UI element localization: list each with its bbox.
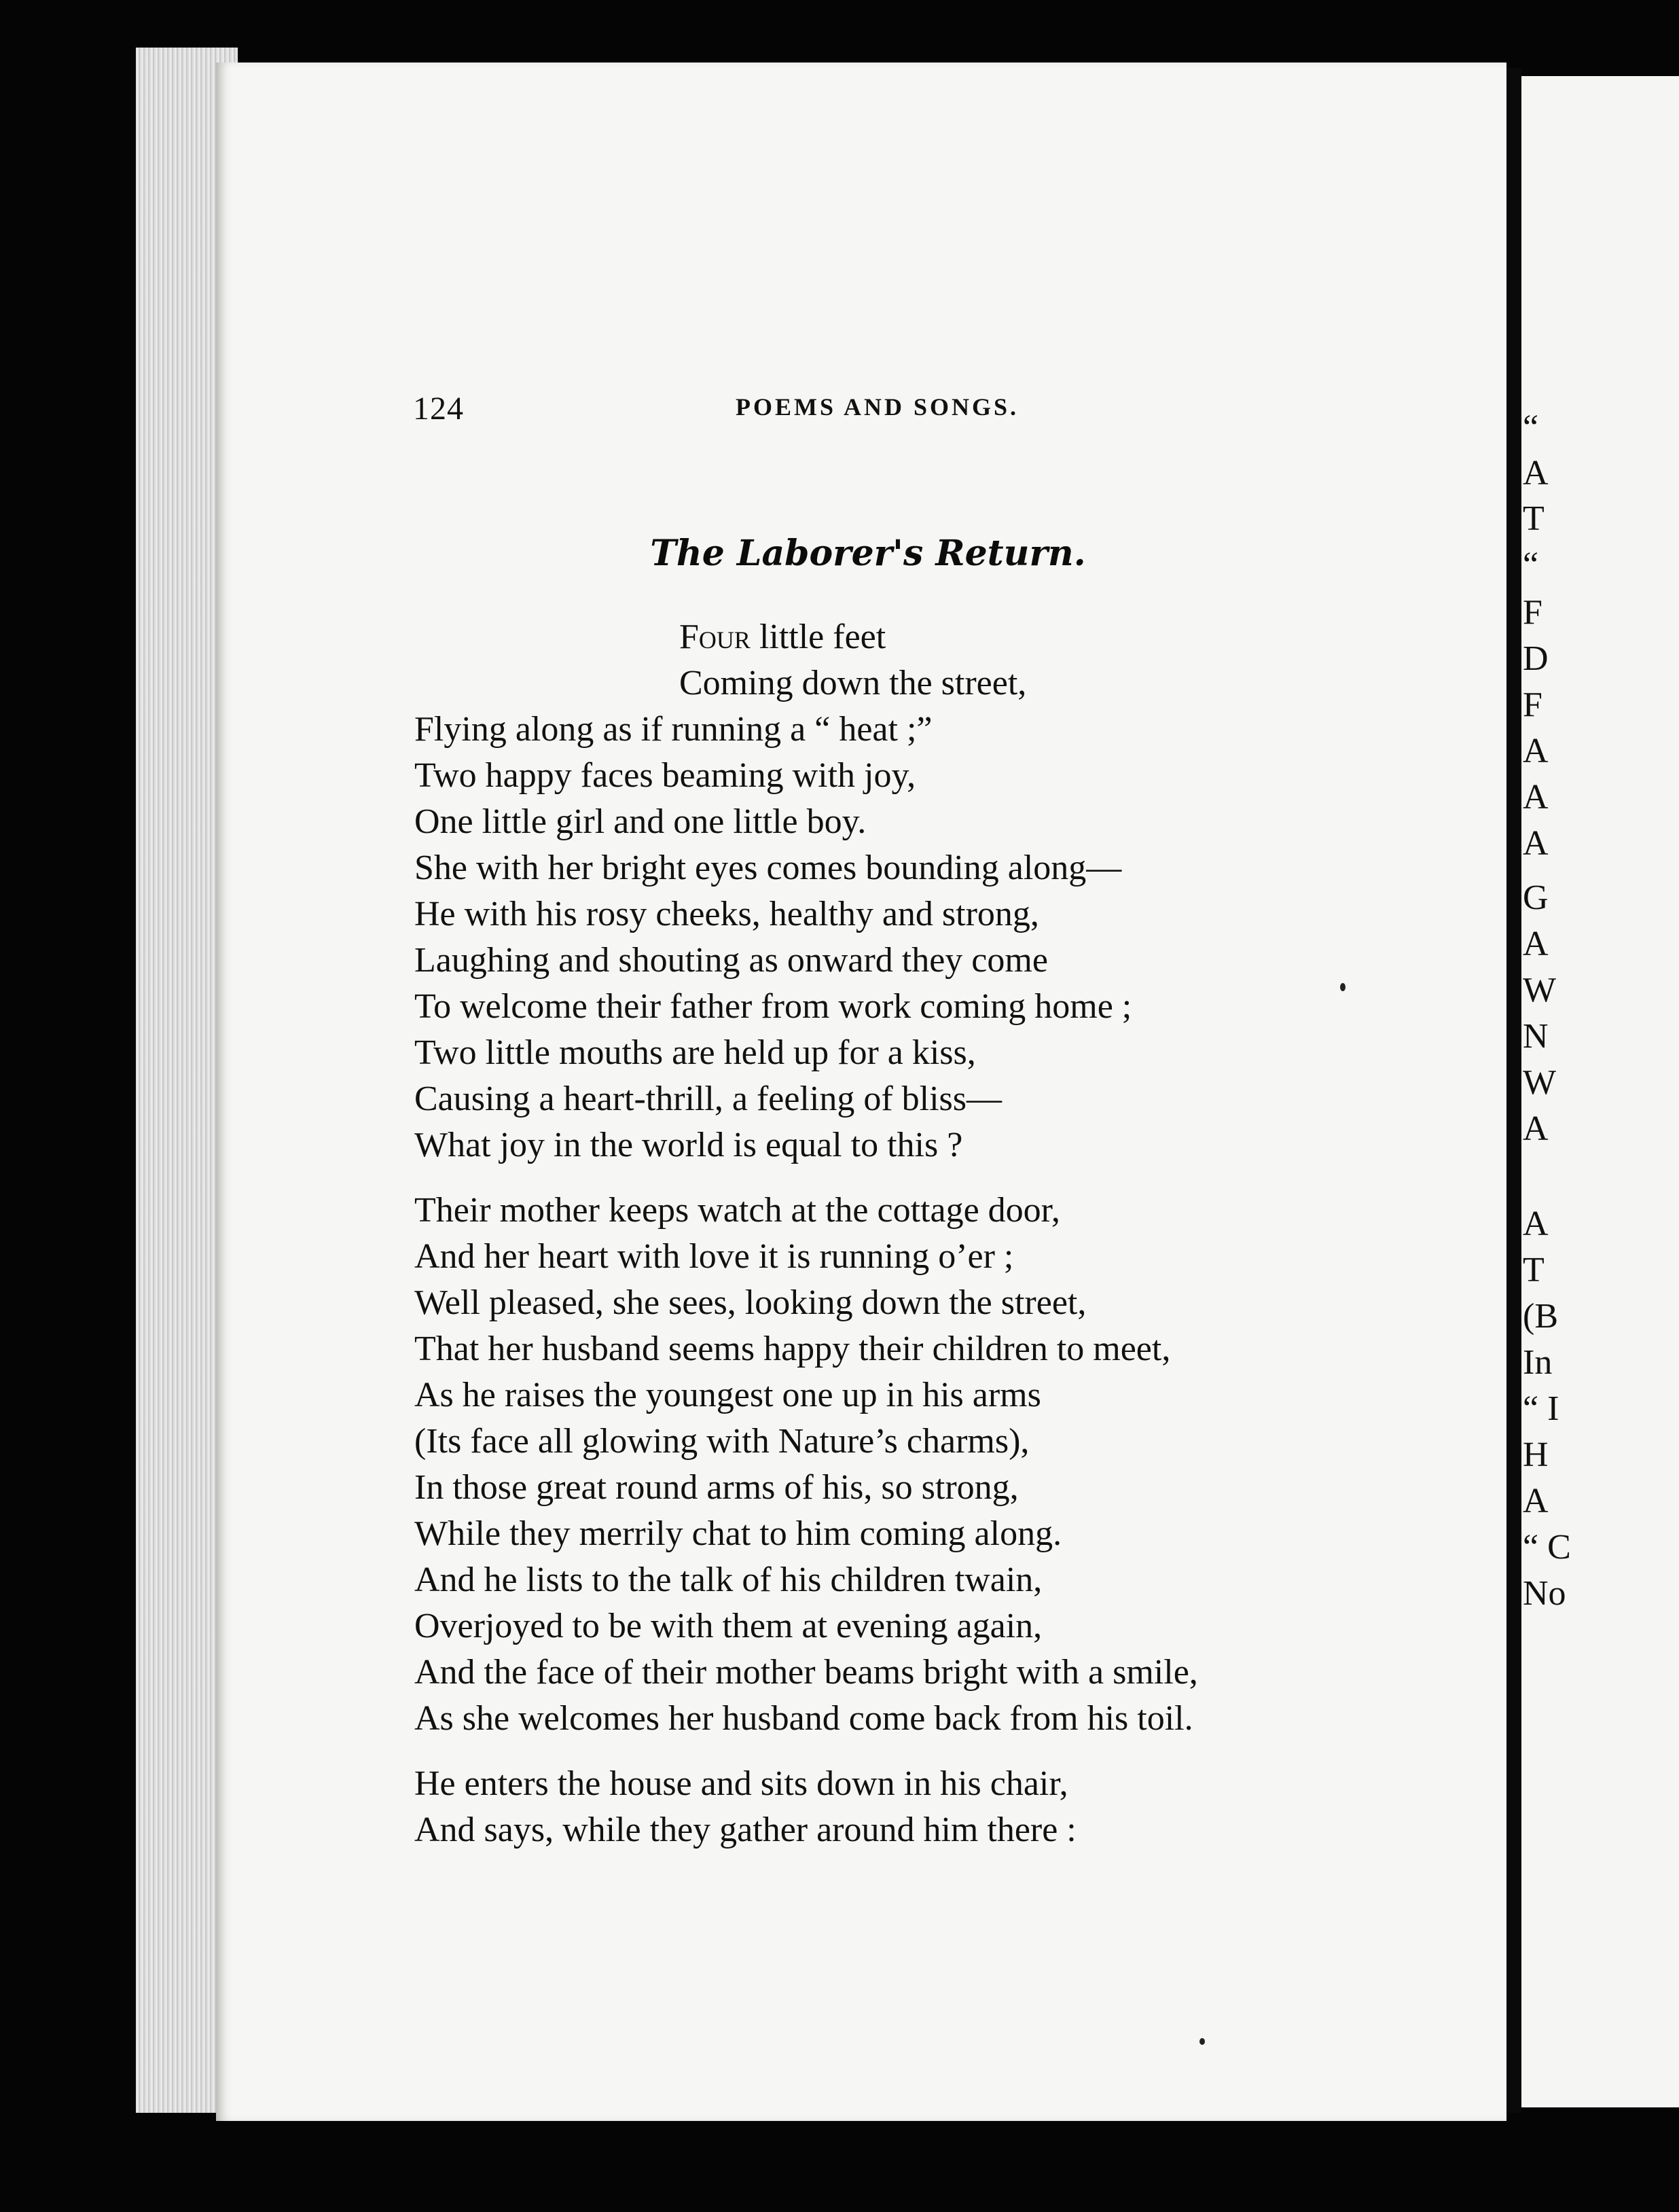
poem-line-text: Their mother keeps watch at the cottage door, [414, 1191, 1060, 1230]
stanza [414, 614, 1433, 1169]
facing-page-letter: D [1523, 639, 1549, 678]
stanza [414, 1188, 1433, 1742]
facing-page-letter: A [1523, 732, 1549, 770]
facing-page-letter: G [1523, 878, 1549, 917]
poem-line-text: As she welcomes her husband come back from his toil. [414, 1699, 1193, 1738]
poem-line-text: As he raises the youngest one up in his arms [414, 1376, 1041, 1414]
facing-page-letter: F [1523, 685, 1542, 724]
poem-line-text: (Its face all glowing with Nature’s charms), [414, 1422, 1030, 1461]
facing-page-letter: T [1523, 1251, 1545, 1289]
poem-line [414, 1188, 1433, 1234]
facing-page-letter: W [1523, 1063, 1557, 1102]
poem-line-text: What joy in the world is equal to this ? [414, 1126, 963, 1164]
poem-line-text: Causing a heart-thrill, a feeling of bliss— [414, 1080, 1003, 1118]
poem-line [414, 1761, 1433, 1807]
page-number: 124 [413, 391, 464, 427]
facing-page-letter: A [1523, 1205, 1549, 1243]
poem-line-text: Two happy faces beaming with joy, [414, 756, 916, 795]
facing-page-letter: A [1523, 454, 1549, 493]
poem-line [414, 1649, 1433, 1696]
poem-line-text: Well pleased, she sees, looking down the street, [414, 1283, 1087, 1322]
book-gutter [1506, 68, 1521, 2113]
poem-line-text: Coming down the street, [679, 664, 1027, 702]
poem-line-text: While they merrily chat to him coming along. [414, 1514, 1062, 1553]
drop-word: Four [679, 618, 751, 656]
poem-line-text: He with his rosy cheeks, healthy and strong, [414, 895, 1039, 933]
poem-line [414, 614, 1433, 660]
poem-line [414, 1511, 1433, 1557]
poem-line-text: Overjoyed to be with them at evening again, [414, 1607, 1043, 1645]
poem-line [414, 660, 1433, 707]
facing-page-fragment [1521, 76, 1679, 2107]
poem-line [414, 1465, 1433, 1511]
facing-page-letter: “ [1523, 408, 1539, 447]
facing-page-letter: A [1523, 824, 1549, 863]
poem-line [414, 753, 1433, 799]
poem-line [414, 1696, 1433, 1742]
poem-line-text: She with her bright eyes comes bounding along— [414, 849, 1122, 887]
poem-line [414, 1419, 1433, 1465]
facing-page-letter: (B [1523, 1297, 1558, 1336]
poem-line-text: And her heart with love it is running o’er ; [414, 1237, 1014, 1276]
poem-line-text: Laughing and shouting as onward they come [414, 941, 1048, 980]
ink-speck [1340, 983, 1346, 991]
poem-line [414, 1807, 1433, 1853]
poem-line [414, 891, 1433, 938]
facing-page-letter: N [1523, 1017, 1549, 1056]
poem-line-text: And the face of their mother beams bright with a smile, [414, 1653, 1198, 1692]
ink-speck [1199, 2038, 1205, 2045]
poem-body [414, 614, 1433, 1872]
facing-page-letter: In [1523, 1343, 1553, 1382]
poem-line [414, 938, 1433, 984]
poem-line [414, 799, 1433, 845]
facing-page-letter: W [1523, 971, 1557, 1010]
facing-page-letter: No [1523, 1574, 1566, 1613]
facing-page-letter: A [1523, 925, 1549, 963]
poem-line-text: He enters the house and sits down in his chair, [414, 1764, 1068, 1803]
poem-line [414, 1076, 1433, 1122]
poem-line-text: little feet [750, 618, 886, 656]
running-head: POEMS AND SONGS. [736, 393, 1019, 421]
poem-line-text: In those great round arms of his, so strong, [414, 1468, 1019, 1507]
facing-page-letter: A [1523, 1109, 1549, 1148]
poem-line-text: One little girl and one little boy. [414, 802, 867, 841]
facing-page-letter: A [1523, 1482, 1549, 1520]
poem-line [414, 1234, 1433, 1280]
poem-line-text: Two little mouths are held up for a kiss, [414, 1033, 976, 1072]
facing-page-letter: A [1523, 778, 1549, 817]
poem-line [414, 1603, 1433, 1649]
poem-line [414, 1326, 1433, 1372]
poem-line-text: Flying along as if running a “ heat ;” [414, 710, 933, 749]
poem-line [414, 1122, 1433, 1169]
poem-line [414, 1372, 1433, 1419]
facing-page-letter: “ C [1523, 1528, 1571, 1567]
poem-line-text: And says, while they gather around him there : [414, 1810, 1077, 1849]
poem-title: The Laborer's Return. [650, 533, 1086, 574]
poem-line [414, 1280, 1433, 1326]
poem-line [414, 845, 1433, 891]
page-header [216, 390, 1506, 438]
poem-line [414, 1030, 1433, 1076]
facing-page-letter: H [1523, 1435, 1549, 1474]
poem-line [414, 1557, 1433, 1603]
poem-line [414, 707, 1433, 753]
stanza [414, 1761, 1433, 1853]
book-page [216, 63, 1506, 2121]
poem-line-text: And he lists to the talk of his children twain, [414, 1560, 1043, 1599]
facing-page-letter: “ I [1523, 1389, 1559, 1428]
poem-line-text: That her husband seems happy their children to meet, [414, 1330, 1171, 1368]
facing-page-letter: “ [1523, 546, 1539, 584]
poem-line [414, 984, 1433, 1030]
poem-line-text: To welcome their father from work coming home ; [414, 987, 1132, 1026]
facing-page-letter: F [1523, 593, 1542, 632]
facing-page-letter: T [1523, 499, 1545, 538]
